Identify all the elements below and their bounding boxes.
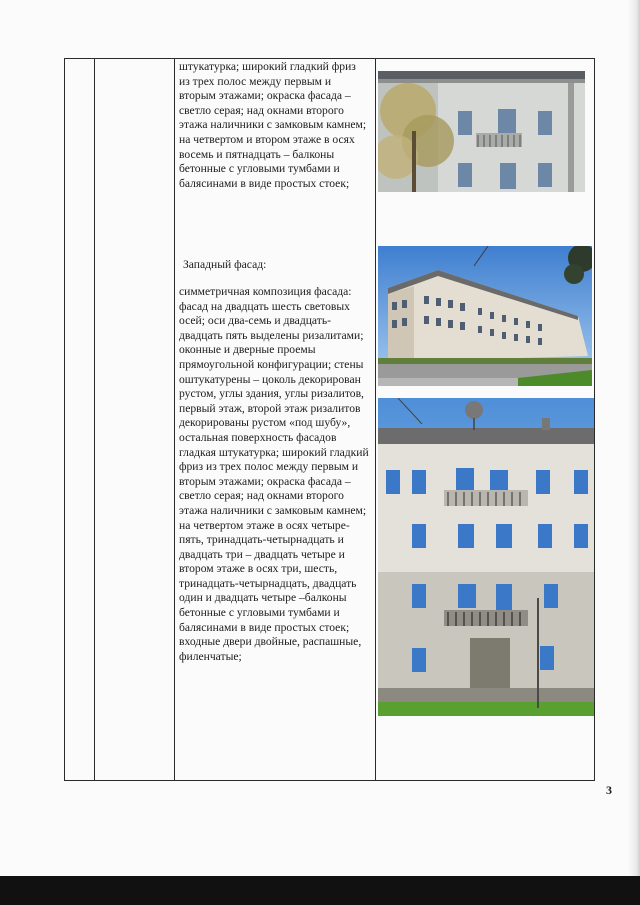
west-facade-description: симметричная композиция фасада: фасад на двадцать шесть световых осей; оси два-семь и двадцать-двадцать пять выделены ризалитами; оконные и дверные проемы прямоугольной конфигурации; стены оштукатурены – цоколь декорирован рустом, углы здания, углы ризалитов, первый этаж, второй этаж ризалитов декорированы рустом «под шубу», остальная поверхность фасадов гладкая штукатурка; широкий гладкий фриз из трех полос между первым и вторым этажами; окраска фасада – светло серая; над окнами второго этажа наличники с замковым камнем; на четвертом этаже в осях четыре-пять, тринадцать-четырнадцать и двадцать три – двадцать четыре и втором этаже в осях три, шесть, тринадцать-четырнадцать, двадцать один и двадцать четыре –балконы бетонные с угловыми тумбами и балясинами в виде простых стоек; входные двери двойные, распашные, филенчатые; (179, 285, 369, 663)
page-number: 3 (606, 783, 612, 797)
scan-right-edge (628, 0, 640, 876)
table-column-divider-1 (94, 58, 95, 781)
facade-photo-street-view (378, 246, 592, 386)
continued-description: штукатурка; широкий гладкий фриз из трех полос между первым и вторым этажами; окраска фасада – светло серая; над окнами второго этажа наличники с замковым камнем; на четвертом и втором этаже в осях восемь и пятнадцать – балконы бетонные с угловыми тумбами и балясинами в виде простых стоек; (179, 60, 367, 190)
table-left-border (64, 58, 65, 781)
west-facade-heading: Западный фасад: (183, 258, 267, 271)
table-column-divider-2 (174, 58, 175, 781)
facade-photo-balcony (378, 71, 585, 192)
table-bottom-border (64, 780, 594, 781)
table-column-divider-3 (375, 58, 376, 781)
table-top-border (64, 58, 594, 59)
table-right-border (594, 58, 595, 781)
scan-bottom-band (0, 876, 640, 905)
facade-photo-front-balconies (378, 398, 594, 716)
